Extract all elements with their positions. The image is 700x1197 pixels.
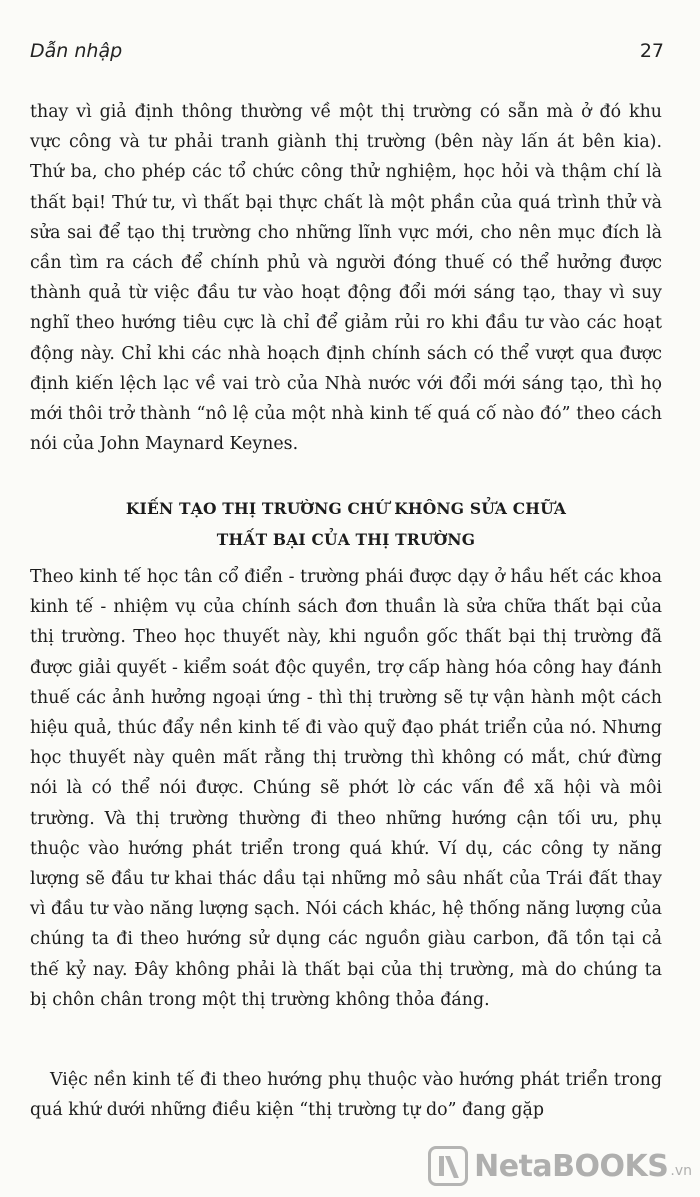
chapter-title: Dẫn nhập (30, 40, 123, 62)
watermark (428, 1143, 692, 1189)
section-heading-line-1: KIẾN TẠO THỊ TRƯỜNG CHỨ KHÔNG SỬA CHỮA (125, 499, 567, 518)
paragraph-1: thay vì giả định thông thường về một thị trường có sẵn mà ở đó khu vực công và tư phải tranh giành thị trường (bên này lấn át bên kia). Thứ ba, cho phép các tổ chức công thử nghiệm, học hỏi và thậm chí là thất bại! Thứ tư, vì thất bại thực chất là một phần của quá trình thử và sửa sai để tạo thị trường cho những lĩnh vực mới, cho nên mục đích là cần tìm ra cách để chính phủ và người đóng thuế có thể hưởng được thành quả từ việc đầu tư vào hoạt động đổi mới sáng tạo, thay vì suy nghĩ theo hướng tiêu cực là chỉ để giảm rủi ro khi đầu tư vào các hoạt động này. Chỉ khi các nhà hoạch định chính sách có thể vượt qua được định kiến lệch lạc về vai trò của Nhà nước với đổi mới sáng tạo, thì họ mới thôi trở thành “nô lệ của một nhà kinh tế quá cố nào đó” theo cách nói của John Maynard Keynes. (30, 102, 662, 455)
paragraph-2: Theo kinh tế học tân cổ điển - trường phái được dạy ở hầu hết các khoa kinh tế - nhiệm vụ của chính sách đơn thuần là sửa chữa thất bại của thị trường. Theo học thuyết này, khi nguồn gốc thất bại thị trường đã được giải quyết - kiểm soát độc quyền, trợ cấp hàng hóa công hay đánh thuế các ảnh hưởng ngoại ứng - thì thị trường sẽ tự vận hành một cách hiệu quả, thúc đẩy nền kinh tế đi vào quỹ đạo phát triển của nó. Nhưng học thuyết này quên mất rằng thị trường thì không có mắt, chứ đừng nói là có thể nói được. Chúng sẽ phớt lờ các vấn đề xã hội và môi trường. Và thị trường thường đi theo những hướng cận tối ưu, phụ thuộc vào hướng phát triển trong quá khứ. Ví dụ, các công ty năng lượng sẽ đầu tư khai thác dầu tại những mỏ sâu nhất của Trái đất thay vì đầu tư vào năng lượng sạch. Nói cách khác, hệ thống năng lượng của chúng ta đi theo hướng sử dụng các nguồn giàu carbon, đã tồn tại cả thế kỷ nay. Đây không phải là thất bại của thị trường, mà do chúng ta bị chôn chân trong một thị trường không thỏa đáng. (30, 567, 662, 1010)
section-heading-line-2: THẤT BẠI CỦA THỊ TRƯỜNG (216, 530, 476, 549)
page-number: 27 (639, 40, 664, 62)
netabooks-logo-icon (428, 1146, 468, 1186)
watermark-brand: NetaBOOKS (474, 1148, 669, 1184)
watermark-suffix: .vn (670, 1163, 692, 1179)
section-heading (30, 493, 662, 555)
running-header (30, 40, 664, 70)
paragraph-3: Việc nền kinh tế đi theo hướng phụ thuộc vào hướng phát triển trong quá khứ dưới những điều kiện “thị trường tự do” đang gặp (30, 1070, 662, 1121)
